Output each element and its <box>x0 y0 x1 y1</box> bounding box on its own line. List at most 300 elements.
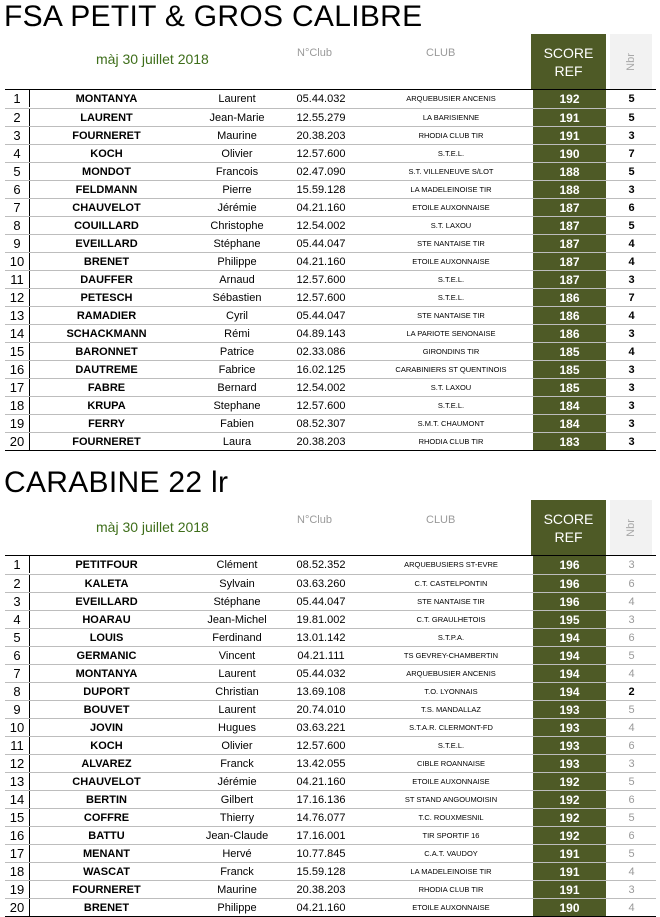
firstname-cell: Franck <box>220 866 254 878</box>
table-row <box>5 324 656 342</box>
table-row <box>5 826 656 844</box>
club-number-cell: 05.44.047 <box>296 596 346 608</box>
table-row <box>5 144 656 162</box>
club-number-cell: 04.89.143 <box>296 328 346 340</box>
table-row <box>5 664 656 682</box>
table-row <box>5 108 656 126</box>
score-cell: 192 <box>559 811 580 825</box>
name-cell: KALETA <box>84 578 129 590</box>
table-row <box>5 288 656 306</box>
club-cell: RHODIA CLUB TIR <box>418 131 484 140</box>
firstname-cell: Jean-Michel <box>207 614 267 626</box>
update-date: màj 30 juillet 2018 <box>96 519 209 535</box>
header-score-label: SCORE <box>543 45 594 61</box>
table-row <box>5 898 656 916</box>
table-row <box>5 162 656 180</box>
nbr-cell: 5 <box>628 848 635 860</box>
rank-cell: 17 <box>5 379 30 396</box>
table-row <box>5 90 656 108</box>
nbr-cell: 6 <box>628 740 635 752</box>
club-cell: S.T. VILLENEUVE S/LOT <box>408 167 494 176</box>
score-cell: 187 <box>559 273 580 287</box>
firstname-cell: Fabrice <box>218 364 256 376</box>
name-cell: ALVAREZ <box>81 758 132 770</box>
club-cell: T.C. ROUXMESNIL <box>418 813 484 822</box>
firstname-cell: Laurent <box>218 93 256 105</box>
rank-cell: 10 <box>5 253 30 270</box>
rank-cell: 19 <box>5 881 30 898</box>
rank-cell: 3 <box>5 127 30 144</box>
rank-cell: 2 <box>5 575 30 592</box>
club-cell: ARQUEBUSIERS ST-EVRE <box>404 560 498 569</box>
rank-cell: 3 <box>5 593 30 610</box>
club-cell: ARQUEBUSIER ANCENIS <box>406 94 496 103</box>
score-cell: 185 <box>559 363 580 377</box>
table-row <box>5 700 656 718</box>
club-cell: S.T. LAXOU <box>430 383 472 392</box>
score-cell: 188 <box>559 183 580 197</box>
club-number-cell: 05.44.047 <box>296 238 346 250</box>
header-club: CLUB <box>426 514 456 526</box>
rank-cell: 16 <box>5 361 30 378</box>
club-cell: ST STAND ANGOUMOISIN <box>404 795 498 804</box>
club-cell: T.S. MANDALLAZ <box>420 705 481 714</box>
firstname-cell: Laurent <box>218 668 256 680</box>
nbr-cell: 6 <box>628 794 635 806</box>
rank-cell: 12 <box>5 755 30 772</box>
name-cell: MONDOT <box>82 166 131 178</box>
club-cell: S.T.P.A. <box>437 633 465 642</box>
club-cell: ARQUEBUSIER ANCENIS <box>406 669 496 678</box>
rank-cell: 8 <box>5 217 30 234</box>
table-row <box>5 808 656 826</box>
header-club: CLUB <box>426 47 456 59</box>
score-cell: 193 <box>559 703 580 717</box>
nbr-cell: 4 <box>628 722 635 734</box>
name-cell: COUILLARD <box>74 220 139 232</box>
firstname-cell: Jean-Claude <box>205 830 269 842</box>
nbr-cell: 4 <box>628 310 635 322</box>
club-cell: S.T.E.L. <box>437 275 465 284</box>
score-cell: 187 <box>559 219 580 233</box>
rank-cell: 4 <box>5 611 30 628</box>
table-row <box>5 342 656 360</box>
club-number-cell: 04.21.160 <box>296 776 346 788</box>
name-cell: FERRY <box>88 418 125 430</box>
rank-cell: 7 <box>5 199 30 216</box>
firstname-cell: Franck <box>220 758 254 770</box>
club-cell: T.O. LYONNAIS <box>424 687 478 696</box>
firstname-cell: Philippe <box>217 902 257 914</box>
firstname-cell: Christophe <box>210 220 264 232</box>
name-cell: FELDMANN <box>75 184 138 196</box>
score-cell: 194 <box>559 631 580 645</box>
firstname-cell: Clément <box>216 559 258 571</box>
table-row <box>5 772 656 790</box>
table-row <box>5 610 656 628</box>
score-cell: 196 <box>559 558 580 572</box>
name-cell: EVEILLARD <box>75 596 138 608</box>
score-cell: 184 <box>559 399 580 413</box>
club-cell: ETOILE AUXONNAISE <box>412 903 490 912</box>
rank-cell: 20 <box>5 899 30 916</box>
club-cell: STE NANTAISE TIR <box>417 239 485 248</box>
firstname-cell: Maurine <box>217 130 257 142</box>
club-number-cell: 12.54.002 <box>296 382 346 394</box>
name-cell: EVEILLARD <box>75 238 138 250</box>
rank-cell: 10 <box>5 719 30 736</box>
nbr-cell: 3 <box>628 184 635 196</box>
rank-cell: 5 <box>5 163 30 180</box>
club-cell: S.T.A.R. CLERMONT-FD <box>409 723 493 732</box>
nbr-cell: 6 <box>628 830 635 842</box>
club-cell: ETOILE AUXONNAISE <box>412 257 490 266</box>
score-cell: 196 <box>559 577 580 591</box>
club-cell: LA PARIOTE SENONAISE <box>406 329 496 338</box>
firstname-cell: Bernard <box>217 382 257 394</box>
firstname-cell: Stéphane <box>213 596 261 608</box>
name-cell: HOARAU <box>82 614 131 626</box>
table-row <box>5 880 656 898</box>
club-number-cell: 05.44.047 <box>296 310 346 322</box>
nbr-cell: 3 <box>628 400 635 412</box>
club-number-cell: 04.21.160 <box>296 902 346 914</box>
name-cell: MENANT <box>82 848 131 860</box>
club-cell: ETOILE AUXONNAISE <box>412 777 490 786</box>
header-nbr <box>610 500 652 556</box>
score-cell: 191 <box>559 865 580 879</box>
table-row <box>5 252 656 270</box>
club-number-cell: 17.16.136 <box>296 794 346 806</box>
club-cell: C.A.T. VAUDOY <box>424 849 478 858</box>
rank-cell: 20 <box>5 433 30 450</box>
table-row <box>5 270 656 288</box>
club-number-cell: 20.38.203 <box>296 436 346 448</box>
club-cell: S.T. LAXOU <box>430 221 472 230</box>
club-cell: CARABINIERS ST QUENTINOIS <box>395 365 507 374</box>
club-cell: RHODIA CLUB TIR <box>418 437 484 446</box>
header-nbr-label: Nbr <box>625 519 637 537</box>
score-cell: 184 <box>559 417 580 431</box>
name-cell: WASCAT <box>83 866 130 878</box>
score-cell: 192 <box>559 793 580 807</box>
header-score-ref <box>531 34 606 90</box>
club-number-cell: 12.57.600 <box>296 274 346 286</box>
firstname-cell: Hugues <box>218 722 256 734</box>
nbr-cell: 5 <box>628 776 635 788</box>
nbr-cell: 3 <box>628 364 635 376</box>
firstname-cell: Gilbert <box>220 794 254 806</box>
club-number-cell: 19.81.002 <box>296 614 346 626</box>
rank-cell: 11 <box>5 737 30 754</box>
rank-cell: 5 <box>5 629 30 646</box>
score-cell: 185 <box>559 381 580 395</box>
firstname-cell: Laura <box>222 436 252 448</box>
rank-cell: 1 <box>5 90 30 107</box>
name-cell: CHAUVELOT <box>72 202 141 214</box>
nbr-cell: 3 <box>628 130 635 142</box>
table-row <box>5 396 656 414</box>
table-row <box>5 862 656 880</box>
club-number-cell: 05.44.032 <box>296 93 346 105</box>
name-cell: FOURNERET <box>72 130 141 142</box>
club-number-cell: 15.59.128 <box>296 184 346 196</box>
name-cell: RAMADIER <box>76 310 137 322</box>
firstname-cell: Jean-Marie <box>209 112 265 124</box>
name-cell: FABRE <box>87 382 126 394</box>
club-cell: C.T. GRAULHETOIS <box>416 615 486 624</box>
club-number-cell: 20.74.010 <box>296 704 346 716</box>
club-number-cell: 17.16.001 <box>296 830 346 842</box>
club-number-cell: 13.69.108 <box>296 686 346 698</box>
firstname-cell: Olivier <box>221 148 253 160</box>
name-cell: KRUPA <box>87 400 126 412</box>
rank-cell: 18 <box>5 397 30 414</box>
name-cell: PETESCH <box>80 292 133 304</box>
rank-cell: 11 <box>5 271 30 288</box>
nbr-cell: 3 <box>628 758 635 770</box>
rank-cell: 6 <box>5 181 30 198</box>
firstname-cell: Rémi <box>224 328 250 340</box>
club-cell: STE NANTAISE TIR <box>417 311 485 320</box>
rank-cell: 13 <box>5 307 30 324</box>
name-cell: PETITFOUR <box>75 559 138 571</box>
name-cell: BRENET <box>83 902 130 914</box>
nbr-cell: 7 <box>628 292 635 304</box>
name-cell: FOURNERET <box>72 436 141 448</box>
nbr-cell: 4 <box>628 256 635 268</box>
name-cell: MONTANYA <box>75 93 138 105</box>
club-number-cell: 12.57.600 <box>296 400 346 412</box>
name-cell: KOCH <box>90 740 123 752</box>
name-cell: CHAUVELOT <box>72 776 141 788</box>
rank-cell: 17 <box>5 845 30 862</box>
nbr-cell: 5 <box>628 112 635 124</box>
table-row <box>5 234 656 252</box>
header-club-number: N°Club <box>297 47 332 59</box>
nbr-cell: 4 <box>628 596 635 608</box>
name-cell: KOCH <box>90 148 123 160</box>
firstname-cell: Patrice <box>219 346 255 358</box>
rank-cell: 12 <box>5 289 30 306</box>
firstname-cell: Sylvain <box>219 578 255 590</box>
nbr-cell: 3 <box>628 614 635 626</box>
nbr-cell: 3 <box>628 382 635 394</box>
header-nbr <box>610 34 652 90</box>
club-cell: RHODIA CLUB TIR <box>418 885 484 894</box>
nbr-cell: 3 <box>628 884 635 896</box>
score-cell: 191 <box>559 129 580 143</box>
score-cell: 194 <box>559 649 580 663</box>
firstname-cell: Hervé <box>222 848 252 860</box>
rank-cell: 7 <box>5 665 30 682</box>
name-cell: BATTU <box>88 830 125 842</box>
club-cell: TIR SPORTIF 16 <box>422 831 480 840</box>
table-row <box>5 682 656 700</box>
nbr-cell: 3 <box>628 418 635 430</box>
club-number-cell: 04.21.160 <box>296 256 346 268</box>
name-cell: MONTANYA <box>75 668 138 680</box>
nbr-cell: 5 <box>628 166 635 178</box>
firstname-cell: Thierry <box>219 812 255 824</box>
table-row <box>5 844 656 862</box>
nbr-cell: 4 <box>628 346 635 358</box>
table-row <box>5 592 656 610</box>
club-number-cell: 12.55.279 <box>296 112 346 124</box>
nbr-cell: 6 <box>628 632 635 644</box>
name-cell: JOVIN <box>89 722 123 734</box>
table-row <box>5 414 656 432</box>
table-row <box>5 432 656 450</box>
table-row <box>5 790 656 808</box>
club-cell: S.M.T. CHAUMONT <box>417 419 485 428</box>
rank-cell: 19 <box>5 415 30 432</box>
score-cell: 192 <box>559 829 580 843</box>
nbr-cell: 3 <box>628 328 635 340</box>
club-number-cell: 05.44.032 <box>296 668 346 680</box>
score-cell: 183 <box>559 435 580 449</box>
score-cell: 190 <box>559 901 580 915</box>
score-cell: 192 <box>559 92 580 106</box>
name-cell: GERMANIC <box>76 650 137 662</box>
club-number-cell: 08.52.352 <box>296 559 346 571</box>
club-number-cell: 04.21.160 <box>296 202 346 214</box>
name-cell: BARONNET <box>75 346 138 358</box>
table-row <box>5 126 656 144</box>
firstname-cell: Pierre <box>222 184 252 196</box>
club-number-cell: 20.38.203 <box>296 884 346 896</box>
nbr-cell: 7 <box>628 148 635 160</box>
table-row <box>5 646 656 664</box>
club-number-cell: 12.54.002 <box>296 220 346 232</box>
section-title: FSA PETIT & GROS CALIBRE <box>4 0 423 33</box>
club-cell: LA MADELEINOISE TIR <box>410 185 492 194</box>
table-row <box>5 718 656 736</box>
club-number-cell: 14.76.077 <box>296 812 346 824</box>
firstname-cell: Cyril <box>226 310 248 322</box>
score-cell: 185 <box>559 345 580 359</box>
header-nbr-label: Nbr <box>625 53 637 71</box>
club-cell: LA BARISIENNE <box>422 113 480 122</box>
section-title: CARABINE 22 lr <box>4 466 229 499</box>
nbr-cell: 4 <box>628 902 635 914</box>
rank-cell: 9 <box>5 235 30 252</box>
club-number-cell: 12.57.600 <box>296 740 346 752</box>
club-number-cell: 20.38.203 <box>296 130 346 142</box>
score-cell: 187 <box>559 237 580 251</box>
nbr-cell: 3 <box>628 436 635 448</box>
ranking-table <box>5 555 656 917</box>
score-cell: 187 <box>559 255 580 269</box>
score-cell: 193 <box>559 739 580 753</box>
firstname-cell: Ferdinand <box>212 632 262 644</box>
score-cell: 195 <box>559 613 580 627</box>
rank-cell: 13 <box>5 773 30 790</box>
header-ref-label: REF <box>554 63 583 79</box>
score-cell: 192 <box>559 775 580 789</box>
score-cell: 193 <box>559 757 580 771</box>
club-cell: S.T.E.L. <box>437 741 465 750</box>
club-number-cell: 03.63.221 <box>296 722 346 734</box>
table-row <box>5 198 656 216</box>
firstname-cell: Arnaud <box>219 274 255 286</box>
table-row <box>5 306 656 324</box>
table-row <box>5 556 656 574</box>
table-row <box>5 628 656 646</box>
score-cell: 190 <box>559 147 580 161</box>
name-cell: FOURNERET <box>72 884 141 896</box>
table-row <box>5 754 656 772</box>
firstname-cell: Francois <box>215 166 259 178</box>
nbr-cell: 6 <box>628 578 635 590</box>
club-cell: STE NANTAISE TIR <box>417 597 485 606</box>
firstname-cell: Jérémie <box>217 776 257 788</box>
table-row <box>5 378 656 396</box>
score-cell: 193 <box>559 721 580 735</box>
club-cell: S.T.E.L. <box>437 149 465 158</box>
rank-cell: 15 <box>5 809 30 826</box>
club-number-cell: 04.21.111 <box>297 650 345 662</box>
club-number-cell: 13.01.142 <box>296 632 346 644</box>
score-cell: 194 <box>559 667 580 681</box>
club-cell: GIRONDINS TIR <box>422 347 480 356</box>
rank-cell: 8 <box>5 683 30 700</box>
rank-cell: 6 <box>5 647 30 664</box>
club-number-cell: 03.63.260 <box>296 578 346 590</box>
rank-cell: 14 <box>5 791 30 808</box>
name-cell: BRENET <box>83 256 130 268</box>
firstname-cell: Christian <box>215 686 259 698</box>
nbr-cell: 5 <box>628 93 635 105</box>
score-cell: 186 <box>559 327 580 341</box>
club-number-cell: 16.02.125 <box>296 364 346 376</box>
table-row <box>5 180 656 198</box>
nbr-cell: 4 <box>628 668 635 680</box>
table-row <box>5 360 656 378</box>
rank-cell: 16 <box>5 827 30 844</box>
name-cell: COFFRE <box>83 812 130 824</box>
club-cell: S.T.E.L. <box>437 401 465 410</box>
nbr-cell: 5 <box>628 650 635 662</box>
nbr-cell: 5 <box>628 220 635 232</box>
rank-cell: 1 <box>5 556 30 573</box>
nbr-cell: 3 <box>628 274 635 286</box>
firstname-cell: Olivier <box>221 740 253 752</box>
name-cell: BERTIN <box>86 794 127 806</box>
club-number-cell: 12.57.600 <box>296 148 346 160</box>
name-cell: BOUVET <box>83 704 130 716</box>
name-cell: LOUIS <box>89 632 124 644</box>
rank-cell: 14 <box>5 325 30 342</box>
name-cell: DAUTREME <box>75 364 138 376</box>
score-cell: 186 <box>559 309 580 323</box>
header-ref-label: REF <box>554 529 583 545</box>
score-cell: 188 <box>559 165 580 179</box>
club-cell: C.T. CASTELPONTIN <box>414 579 488 588</box>
club-number-cell: 13.42.055 <box>296 758 346 770</box>
nbr-cell: 5 <box>628 704 635 716</box>
score-cell: 191 <box>559 111 580 125</box>
nbr-cell: 5 <box>628 812 635 824</box>
club-number-cell: 02.47.090 <box>296 166 346 178</box>
firstname-cell: Philippe <box>217 256 257 268</box>
firstname-cell: Jérémie <box>217 202 257 214</box>
score-cell: 186 <box>559 291 580 305</box>
club-cell: TS GEVREY-CHAMBERTIN <box>403 651 499 660</box>
score-cell: 187 <box>559 201 580 215</box>
name-cell: SCHACKMANN <box>66 328 147 340</box>
table-row <box>5 216 656 234</box>
